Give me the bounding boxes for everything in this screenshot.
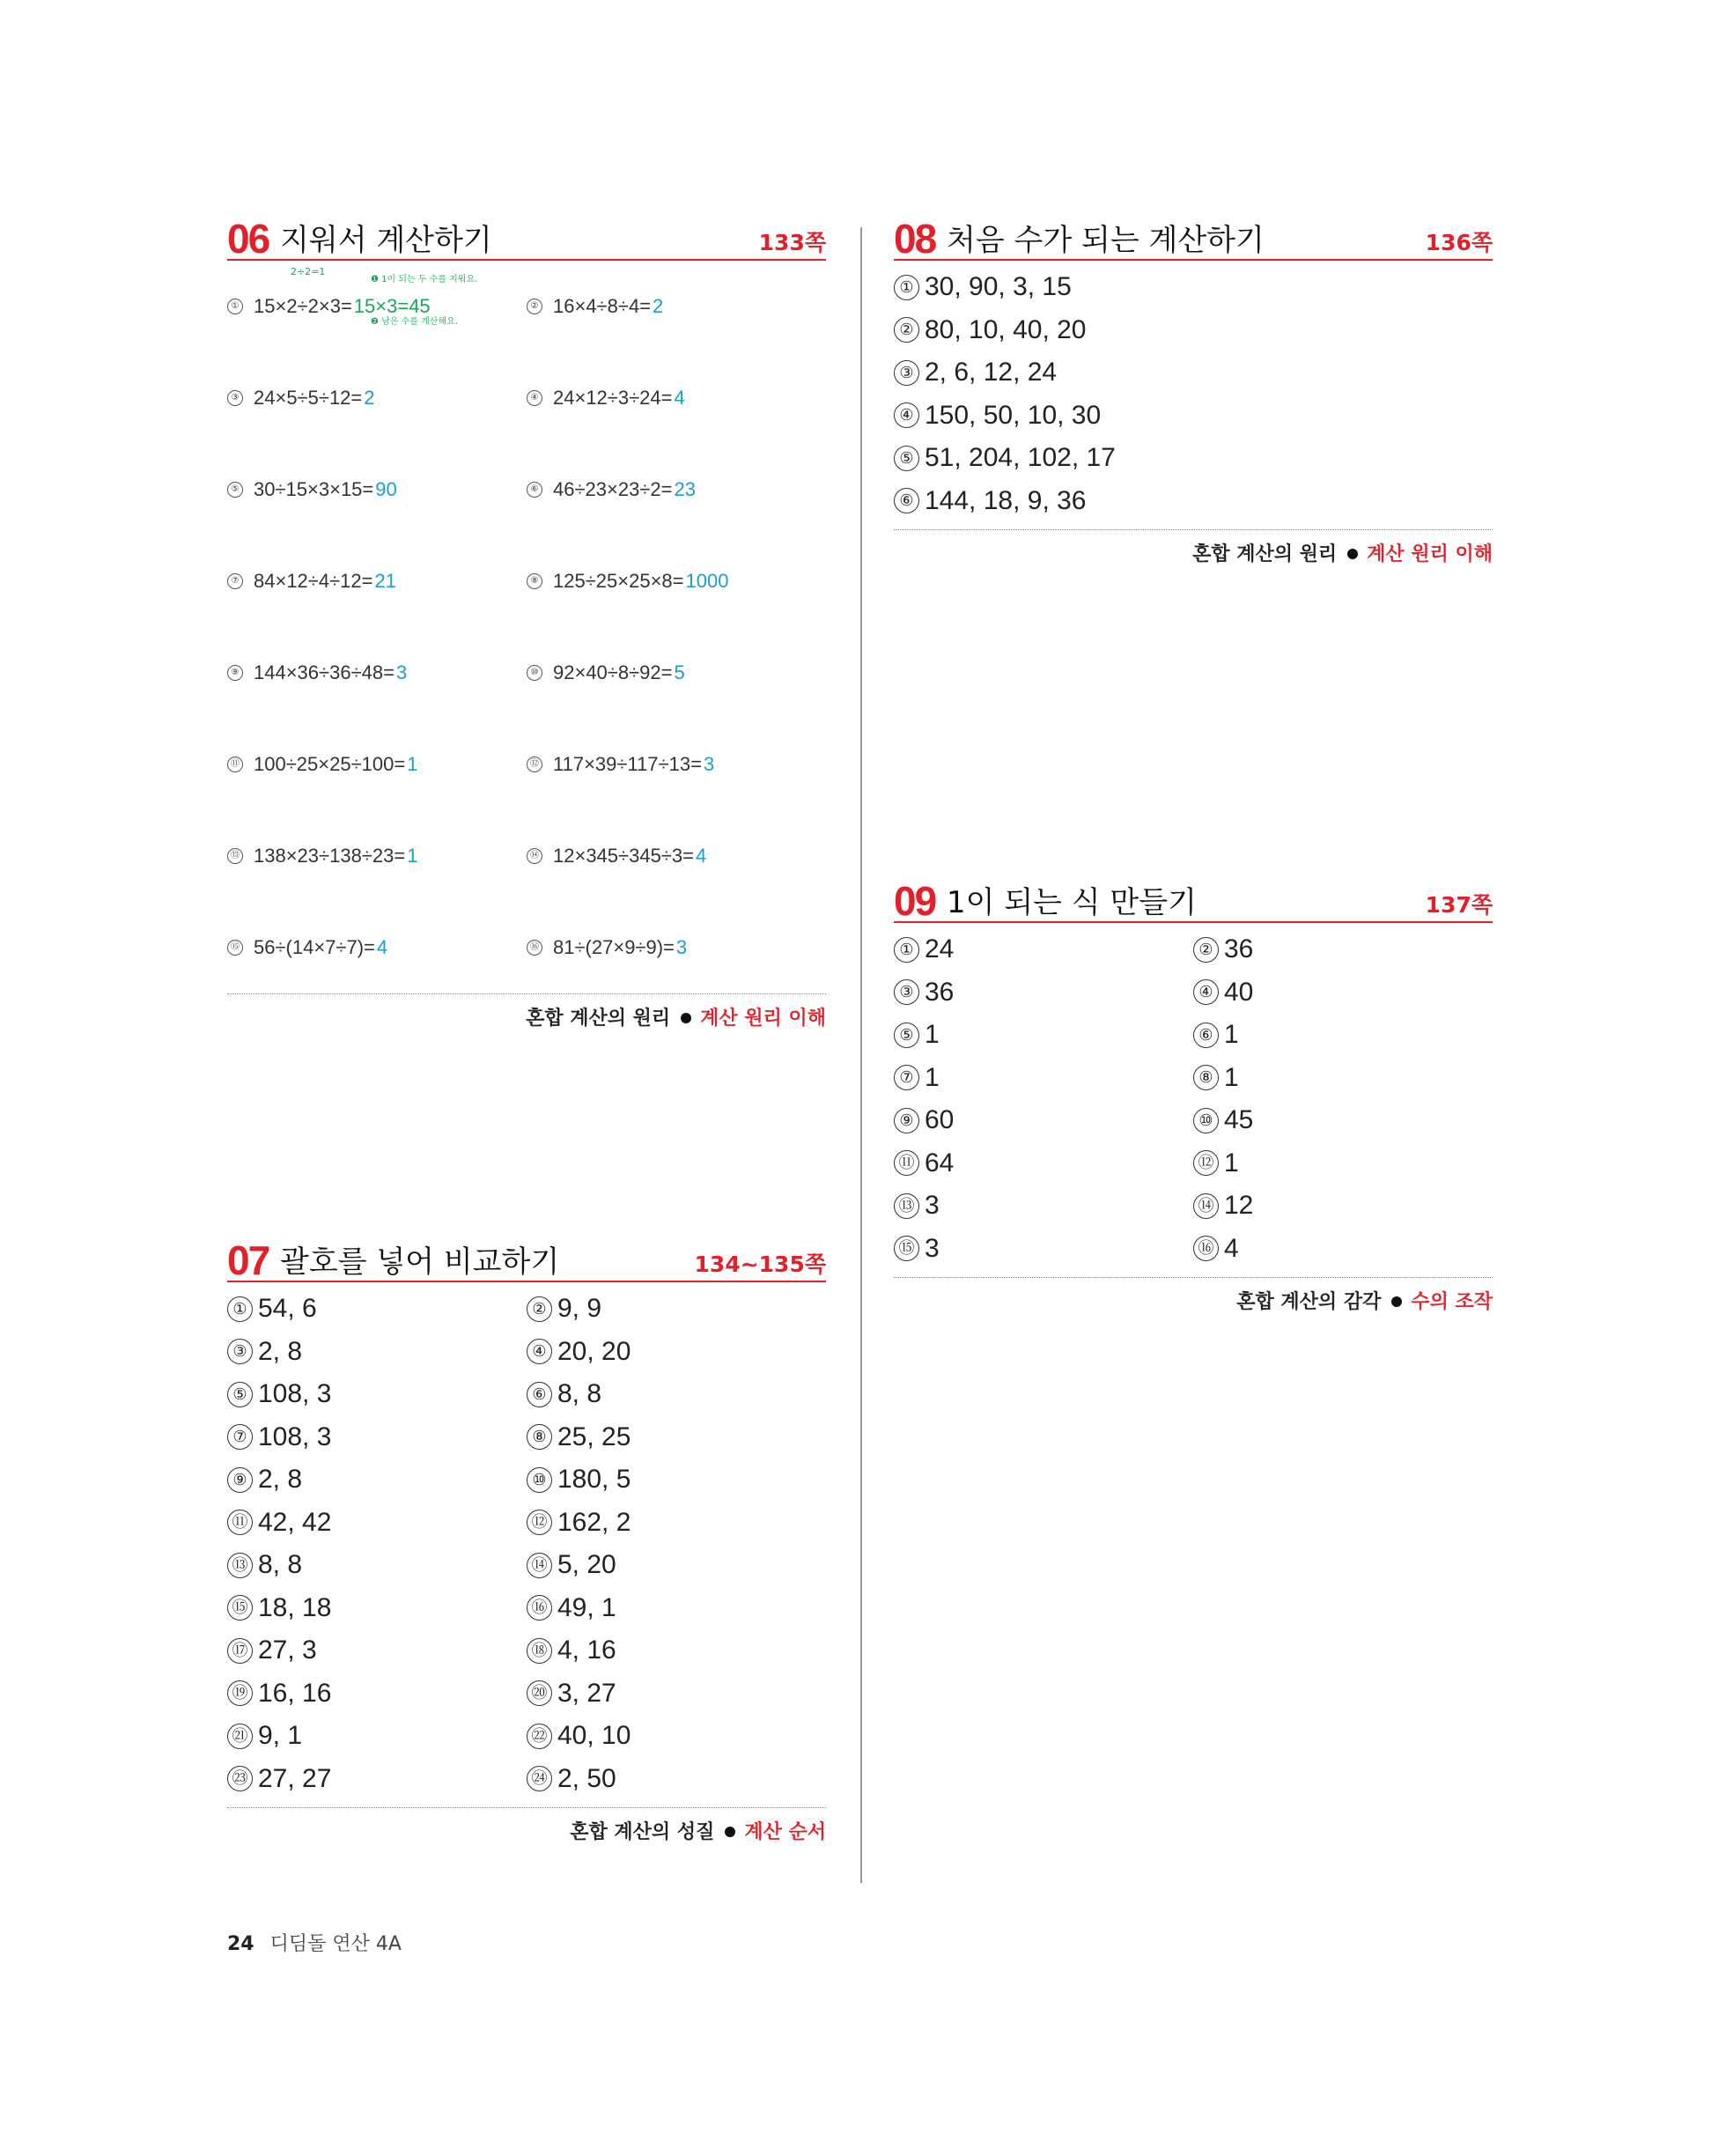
- calc-answer: 3: [703, 753, 715, 775]
- section-07: [227, 1237, 826, 1844]
- item-number: ⑰: [227, 1638, 253, 1664]
- item-number: ⑩: [527, 1467, 552, 1493]
- answer-item: [894, 437, 1493, 480]
- item-number: ⑭: [1193, 1193, 1219, 1219]
- item-number: ②: [527, 1296, 552, 1322]
- answer-item: [227, 1373, 527, 1416]
- section-09: [894, 878, 1493, 1314]
- item-number: ②: [1193, 937, 1219, 963]
- answer-list: [894, 923, 1493, 1277]
- section-title: 1이 되는 식 만들기: [947, 885, 1197, 920]
- answer-item: [527, 1288, 826, 1331]
- item-number: ⑤: [227, 482, 243, 498]
- calc-item: [227, 261, 527, 352]
- item-number: ③: [227, 1339, 253, 1364]
- answer-value: 45: [1224, 1105, 1254, 1135]
- item-number: ③: [894, 360, 919, 386]
- answer-item: [227, 1502, 527, 1545]
- item-number: ⑬: [227, 848, 243, 864]
- calc-expression: 15×2÷2×3=: [254, 295, 352, 317]
- answer-item: [527, 1416, 826, 1459]
- calc-answer: 90: [375, 478, 397, 500]
- column-divider: [860, 227, 862, 1883]
- item-number: ⑳: [527, 1680, 552, 1706]
- answer-value: 49, 1: [557, 1592, 616, 1622]
- calc-expression: 24×5÷5÷12=: [254, 387, 363, 409]
- section-title: 지워서 계산하기: [280, 223, 492, 258]
- item-number: ⑧: [527, 573, 542, 589]
- answer-item: [527, 1758, 826, 1801]
- answer-item: [527, 1587, 826, 1630]
- book-title: 디딤돌 연산 4A: [269, 1933, 402, 1955]
- calc-item: [527, 810, 826, 902]
- item-number: ①: [894, 937, 919, 963]
- answer-value: 108, 3: [258, 1421, 332, 1451]
- answer-item: [527, 1331, 826, 1374]
- item-number: ⑭: [527, 848, 542, 864]
- section-footer: [227, 993, 826, 1030]
- calc-answer: 23: [674, 478, 696, 500]
- calc-expression: 56÷(14×7÷7)=: [254, 936, 375, 958]
- calc-answer: 4: [695, 845, 707, 867]
- section-number: 08: [894, 216, 936, 262]
- answer-value: 1: [1224, 1062, 1239, 1092]
- item-number: ⑩: [527, 665, 542, 681]
- calc-item: [527, 535, 826, 627]
- answer-value: 36: [1224, 934, 1254, 964]
- calc-expression: 100÷25×25÷100=: [254, 753, 406, 775]
- section-08: [894, 216, 1493, 566]
- calc-answer: 3: [675, 936, 688, 958]
- item-number: ⑧: [527, 1424, 552, 1450]
- section-header: [894, 878, 1493, 924]
- answer-value: 144, 18, 9, 36: [925, 485, 1087, 515]
- answer-value: 1: [925, 1062, 940, 1092]
- answer-value: 162, 2: [557, 1507, 631, 1537]
- answer-value: 3: [925, 1191, 940, 1221]
- section-06: [227, 216, 826, 1030]
- answer-value: 36: [925, 977, 955, 1007]
- item-number: ⑪: [227, 1510, 253, 1535]
- item-number: ⑨: [894, 1108, 919, 1133]
- answer-item: [894, 309, 1493, 352]
- calc-answer: 15×3=45: [353, 295, 431, 317]
- item-number: ⑮: [227, 940, 243, 956]
- calc-answer: 4: [674, 387, 685, 409]
- answer-value: 12: [1224, 1191, 1254, 1221]
- bullet-icon: [681, 1013, 691, 1023]
- calc-expression: 24×12÷3÷24=: [553, 387, 673, 409]
- answer-value: 180, 5: [557, 1465, 631, 1495]
- answer-value: 2, 50: [557, 1763, 616, 1793]
- item-number: ⑥: [527, 1382, 552, 1407]
- answer-item: [1193, 1099, 1493, 1142]
- answer-value: 42, 42: [258, 1507, 332, 1537]
- item-number: ⑦: [227, 1424, 253, 1450]
- calc-item: [527, 444, 826, 535]
- answer-value: 8, 8: [258, 1550, 303, 1580]
- item-number: ⑤: [894, 1023, 919, 1048]
- calc-expression: 144×36÷36÷48=: [254, 661, 395, 683]
- item-number: ⑬: [894, 1193, 919, 1219]
- answer-value: 30, 90, 3, 15: [925, 272, 1072, 302]
- answer-value: 18, 18: [258, 1592, 332, 1622]
- answer-item: [227, 1544, 527, 1587]
- answer-value: 25, 25: [557, 1421, 631, 1451]
- answer-item: [894, 1057, 1193, 1100]
- answer-value: 9, 1: [258, 1721, 303, 1751]
- section-page-ref: 134~135쪽: [694, 1252, 826, 1277]
- item-number: ⑨: [227, 1467, 253, 1493]
- calc-answer: 4: [376, 936, 388, 958]
- answer-value: 2, 6, 12, 24: [925, 358, 1058, 388]
- answer-item: [527, 1458, 826, 1502]
- calc-item: [227, 535, 527, 627]
- bullet-icon: [1347, 549, 1358, 559]
- item-number: ㉒: [527, 1724, 552, 1749]
- bullet-icon: [725, 1827, 735, 1837]
- item-number: ⑥: [894, 488, 919, 513]
- answer-value: 40, 10: [557, 1721, 631, 1751]
- item-number: ①: [894, 275, 919, 300]
- item-number: ⑬: [227, 1553, 253, 1578]
- answer-item: [1193, 1014, 1493, 1057]
- answer-item: [894, 1228, 1193, 1271]
- answer-item: [894, 351, 1493, 395]
- answer-value: 40: [1224, 977, 1254, 1007]
- section-page-ref: 133쪽: [758, 230, 826, 255]
- calc-expression: 12×345÷345÷3=: [553, 845, 694, 867]
- section-header: [227, 216, 826, 262]
- item-number: ⑩: [1193, 1108, 1219, 1133]
- section-title: 괄호를 넣어 비교하기: [280, 1244, 560, 1280]
- calc-expression: 81÷(27×9÷9)=: [553, 936, 675, 958]
- answer-value: 4: [1224, 1233, 1239, 1263]
- calc-item: [527, 352, 826, 444]
- calc-item: [527, 719, 826, 810]
- calc-expression: 92×40÷8÷92=: [553, 661, 673, 683]
- calc-answer: 1: [407, 753, 418, 775]
- calc-item: [227, 627, 527, 719]
- item-number: ⑮: [227, 1595, 253, 1621]
- answer-item: [227, 1458, 527, 1502]
- footer-skill: 계산 순서: [744, 1821, 826, 1843]
- item-number: ㉑: [227, 1724, 253, 1749]
- footer-skill: 계산 원리 이해: [1367, 543, 1493, 565]
- section-title: 처음 수가 되는 계산하기: [947, 223, 1265, 258]
- section-footer: [894, 1277, 1493, 1314]
- answer-value: 150, 50, 10, 30: [925, 400, 1102, 430]
- item-number: ④: [894, 402, 919, 428]
- answer-item: [1193, 1142, 1493, 1185]
- answer-item: [227, 1331, 527, 1374]
- answer-value: 54, 6: [258, 1294, 317, 1324]
- answer-item: [227, 1629, 527, 1672]
- calc-item: [227, 444, 527, 535]
- answer-value: 8, 8: [557, 1379, 602, 1409]
- answer-value: 20, 20: [557, 1336, 631, 1366]
- section-footer: [227, 1807, 826, 1844]
- answer-value: 3: [925, 1233, 940, 1263]
- answer-value: 1: [1224, 1020, 1239, 1050]
- item-number: ㉓: [227, 1766, 253, 1791]
- item-number: ⑪: [227, 757, 243, 772]
- section-number: 06: [227, 216, 269, 262]
- item-number: ④: [527, 1339, 552, 1364]
- calc-expression: 84×12÷4÷12=: [254, 570, 373, 592]
- item-number: ②: [894, 317, 919, 343]
- calc-item: [227, 810, 527, 902]
- footer-skill: 계산 원리 이해: [700, 1008, 826, 1030]
- answer-item: [227, 1672, 527, 1716]
- answer-item: [894, 266, 1493, 309]
- calc-answer: 21: [374, 570, 396, 592]
- answer-item: [1193, 1185, 1493, 1228]
- answer-list: [894, 261, 1493, 529]
- answer-item: [527, 1502, 826, 1545]
- answer-value: 24: [925, 934, 955, 964]
- calc-item: [227, 719, 527, 810]
- calc-answer: 5: [674, 661, 685, 683]
- calc-item: [227, 352, 527, 444]
- item-number: ⑫: [527, 1510, 552, 1535]
- answer-item: [1193, 928, 1493, 971]
- section-number: 07: [227, 1237, 269, 1283]
- answer-value: 51, 204, 102, 17: [925, 443, 1116, 473]
- answer-value: 3, 27: [557, 1678, 616, 1708]
- item-number: ③: [894, 979, 919, 1005]
- answer-value: 9, 9: [557, 1294, 602, 1324]
- calc-answer: 2: [653, 295, 664, 317]
- item-number: ③: [227, 390, 243, 406]
- answer-item: [227, 1758, 527, 1801]
- section-number: 09: [894, 878, 936, 924]
- item-number: ⑭: [527, 1553, 552, 1578]
- footer-topic: 혼합 계산의 성질: [570, 1821, 715, 1843]
- answer-value: 27, 27: [258, 1763, 332, 1793]
- section-page-ref: 136쪽: [1425, 230, 1493, 255]
- answer-item: [894, 1014, 1193, 1057]
- hint-note: ❷ 남은 수를 계산해요.: [371, 317, 458, 327]
- item-number: ⑱: [527, 1638, 552, 1664]
- calc-item: [227, 902, 527, 993]
- answer-item: [894, 971, 1193, 1015]
- answer-item: [1193, 1228, 1493, 1271]
- answer-item: [527, 1544, 826, 1587]
- item-number: ⑤: [227, 1382, 253, 1407]
- answer-item: [227, 1715, 527, 1758]
- answer-value: 60: [925, 1105, 955, 1135]
- answer-item: [894, 1142, 1193, 1185]
- calc-expression: 117×39÷117÷13=: [553, 753, 702, 775]
- calc-expression: 46÷23×23÷2=: [553, 478, 673, 500]
- answer-item: [527, 1629, 826, 1672]
- calc-expression: 30÷15×3×15=: [254, 478, 374, 500]
- answer-item: [894, 1185, 1193, 1228]
- item-number: ⑤: [894, 446, 919, 471]
- calc-expression: 125÷25×25×8=: [553, 570, 684, 592]
- calc-item: [527, 902, 826, 993]
- section-header: [894, 216, 1493, 262]
- item-number: ⑲: [227, 1680, 253, 1706]
- answer-value: 2, 8: [258, 1336, 303, 1366]
- page-footer: [227, 1929, 402, 1956]
- answer-item: [1193, 971, 1493, 1015]
- item-number: ④: [1193, 979, 1219, 1005]
- item-number: ⑦: [227, 573, 243, 589]
- item-number: ①: [227, 299, 243, 314]
- item-number: ⑮: [894, 1236, 919, 1261]
- footer-topic: 혼합 계산의 감각: [1236, 1291, 1382, 1313]
- calc-answer: 3: [395, 661, 408, 683]
- footer-topic: 혼합 계산의 원리: [1192, 543, 1338, 565]
- calc-expression: 138×23÷138÷23=: [254, 845, 406, 867]
- calc-answer: 1000: [685, 570, 729, 592]
- answer-item: [527, 1672, 826, 1716]
- calc-answer: 1: [407, 845, 418, 867]
- answer-value: 4, 16: [557, 1635, 616, 1665]
- answer-item: [1193, 1057, 1493, 1100]
- item-number: ⑪: [894, 1150, 919, 1176]
- calc-item: [527, 261, 826, 352]
- answer-value: 1: [1224, 1148, 1239, 1178]
- answer-item: [894, 1099, 1193, 1142]
- item-number: ⑨: [227, 665, 243, 681]
- answer-item: [894, 480, 1493, 523]
- answer-item: [227, 1288, 527, 1331]
- answer-value: 2, 8: [258, 1465, 303, 1495]
- section-header: [227, 1237, 826, 1283]
- item-number: ⑦: [894, 1065, 919, 1090]
- item-number: ⑯: [1193, 1236, 1219, 1261]
- answer-value: 5, 20: [557, 1550, 616, 1580]
- item-number: ⑯: [527, 940, 542, 956]
- calc-list: [227, 261, 826, 993]
- answer-item: [894, 928, 1193, 971]
- answer-item: [527, 1715, 826, 1758]
- answer-value: 108, 3: [258, 1379, 332, 1409]
- footer-skill: 수의 조작: [1411, 1291, 1493, 1313]
- answer-value: 64: [925, 1148, 955, 1178]
- item-number: ⑥: [527, 482, 542, 498]
- answer-item: [527, 1373, 826, 1416]
- answer-list: [227, 1282, 826, 1807]
- section-page-ref: 137쪽: [1425, 892, 1493, 918]
- page-number: 24: [227, 1933, 254, 1955]
- answer-value: 1: [925, 1020, 940, 1050]
- item-number: ⑯: [527, 1595, 552, 1621]
- section-footer: [894, 529, 1493, 566]
- item-number: ⑧: [1193, 1065, 1219, 1090]
- calc-answer: 2: [364, 387, 375, 409]
- footer-topic: 혼합 계산의 원리: [526, 1008, 671, 1030]
- answer-item: [227, 1416, 527, 1459]
- answer-item: [894, 395, 1493, 438]
- answer-value: 80, 10, 40, 20: [925, 314, 1087, 344]
- item-number: ②: [527, 299, 542, 314]
- item-number: ④: [527, 390, 542, 406]
- item-number: ①: [227, 1296, 253, 1322]
- answer-value: 27, 3: [258, 1635, 317, 1665]
- item-number: ⑥: [1193, 1023, 1219, 1048]
- hint-note: 2÷2=1: [291, 266, 326, 277]
- item-number: ⑫: [527, 757, 542, 772]
- bullet-icon: [1391, 1296, 1402, 1307]
- calc-item: [527, 627, 826, 719]
- hint-note: ❶ 1이 되는 두 수를 지워요.: [371, 275, 478, 284]
- item-number: ㉔: [527, 1766, 552, 1791]
- item-number: ⑫: [1193, 1150, 1219, 1176]
- calc-expression: 16×4÷8÷4=: [553, 295, 652, 317]
- answer-item: [227, 1587, 527, 1630]
- answer-value: 16, 16: [258, 1678, 332, 1708]
